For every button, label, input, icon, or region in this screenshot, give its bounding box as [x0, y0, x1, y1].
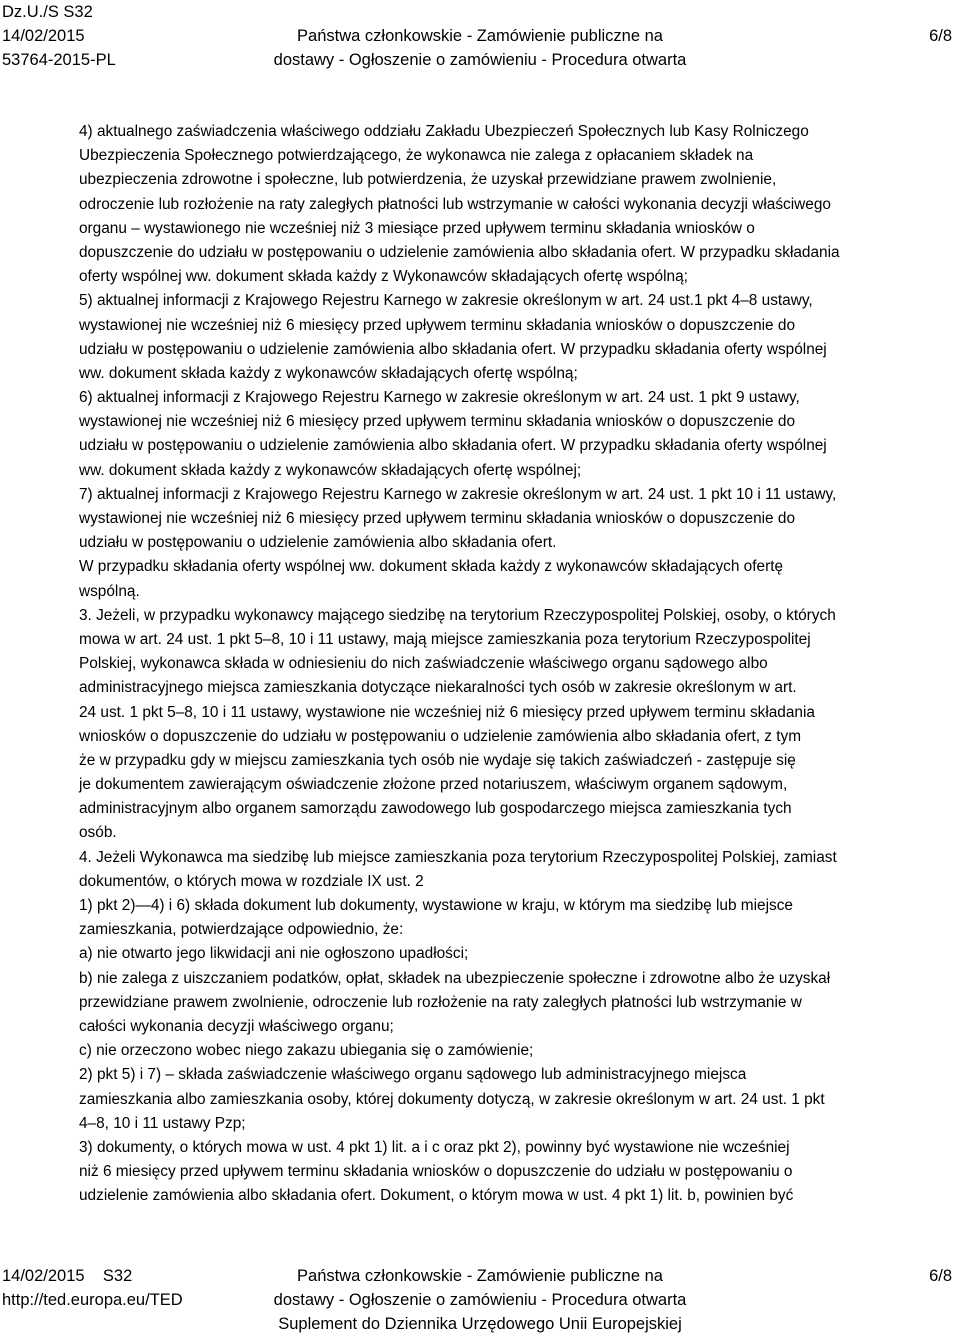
text-line: W przypadku składania oferty wspólnej ww. dokument składa każdy z wykonawców składających ofertę	[79, 558, 784, 576]
text-line: że w przypadku gdy w miejscu zamieszkania tych osób nie wydaje się takich zaświadczeń - zastępuje się	[79, 751, 796, 769]
text-line: wystawionej nie wcześniej niż 6 miesięcy przed upływem terminu składania wniosków o dopuszczenie do	[79, 510, 796, 527]
header-journal-ref: Dz.U./S S32	[2, 3, 93, 21]
header-title-line-2: dostawy - Ogłoszenie o zamówieniu - Procedura otwarta	[273, 51, 687, 69]
text-line: 3) dokumenty, o których mowa w ust. 4 pkt 1) lit. a i c oraz pkt 2), powinny być wystawione nie wcześniej	[79, 1138, 790, 1156]
text-line: przewidziane prawem zwolnienie, odroczenie lub rozłożenie na raty zaległych płatności lub wstrzymanie w	[79, 993, 802, 1011]
footer-center	[0, 1264, 960, 1336]
footer-title-line-1: Państwa członkowskie - Zamówienie publiczne na	[297, 1267, 663, 1285]
document-body	[79, 120, 954, 1208]
text-line: 2) pkt 5) i 7) – składa zaświadczenie właściwego organu sądowego lub administracyjnego miejsca	[79, 1066, 747, 1084]
footer-date-series: 14/02/2015 S32	[2, 1267, 133, 1285]
text-line: ww. dokument składa każdy z wykonawców składających ofertę wspólną;	[79, 364, 578, 382]
text-line: administracyjnym albo organem samorządu zawodowego lub gospodarczego miejsca zamieszkania tych	[79, 800, 792, 818]
text-line: 7) aktualnej informacji z Krajowego Rejestru Karnego w zakresie określonym w art. 24 ust. 1 pkt 10 i 11 ustawy,	[79, 485, 837, 503]
text-line: 5) aktualnej informacji z Krajowego Rejestru Karnego w zakresie określonym w art. 24 ust.1 pkt 4–8 ustawy,	[79, 292, 813, 310]
footer-page-number: 6/8	[929, 1267, 952, 1285]
text-line: wystawionej nie wcześniej niż 6 miesięcy przed upływem terminu składania wniosków o dopuszczenie do	[79, 413, 796, 431]
text-line: administracyjnego miejsca zamieszkania dotyczące niekaralności tych osób w zakresie określonym w art.	[79, 679, 797, 697]
text-line: udzielenie zamówienia albo składania ofert. Dokument, o którym mowa w ust. 4 pkt 1) lit. b, powinien być	[79, 1187, 794, 1205]
text-line: 6) aktualnej informacji z Krajowego Rejestru Karnego w zakresie określonym w art. 24 ust. 1 pkt 9 ustawy,	[79, 389, 800, 407]
footer-supplement: Suplement do Dziennika Urzędowego Unii Europejskiej	[278, 1315, 682, 1333]
text-line: zamieszkania, potwierdzające odpowiednio, że:	[79, 921, 404, 939]
text-line: oferty wspólnej ww. dokument składa każdy z Wykonawców składających ofertę wspólną;	[79, 268, 688, 286]
footer-title-line-2: dostawy - Ogłoszenie o zamówieniu - Procedura otwarta	[273, 1291, 687, 1309]
text-line: ubezpieczenia zdrowotne i społeczne, lub potwierdzenia, że uzyskał przewidziane prawem zwolnienie,	[79, 171, 777, 189]
text-line: Polskiej, wykonawca składa w odniesieniu do nich zaświadczenie właściwego organu sądowego albo	[79, 655, 768, 673]
text-line: b) nie zalega z uiszczaniem podatków, opłat, składek na ubezpieczenie społeczne i zdrowotne albo że uzyskał	[79, 969, 831, 987]
text-line: osób.	[79, 824, 117, 842]
text-line: 4–8, 10 i 11 ustawy Pzp;	[79, 1114, 246, 1132]
text-line: a) nie otwarto jego likwidacji ani nie ogłoszono upadłości;	[79, 945, 469, 963]
text-line: 24 ust. 1 pkt 5–8, 10 i 11 ustawy, wystawione nie wcześniej niż 6 miesięcy przed upływem terminu składania	[79, 703, 815, 721]
text-line: niż 6 miesięcy przed upływem terminu składania wniosków o dopuszczenie do udziału w postępowaniu o	[79, 1163, 793, 1181]
text-line: wystawionej nie wcześniej niż 6 miesięcy przed upływem terminu składania wniosków o dopuszczenie do	[79, 316, 796, 334]
text-line: zamieszkania albo zamieszkania osoby, której dokumenty dotyczą, w zakresie określonym w art. 24 ust. 1 pkt	[79, 1090, 825, 1108]
header-date: 14/02/2015	[2, 27, 85, 45]
text-line: wniosków o dopuszczenie do udziału w postępowaniu o udzielenie zamówienia albo składania ofert, z tym	[79, 727, 802, 745]
header-title-line-1: Państwa członkowskie - Zamówienie publiczne na	[297, 27, 663, 45]
text-line: odroczenie lub rozłożenie na raty zaległych płatności lub wstrzymanie w całości wykonania decyzji właściwego	[79, 195, 831, 213]
text-line: organu – wystawionego nie wcześniej niż 3 miesiące przed upływem terminu składania wniosków o	[79, 219, 755, 237]
text-line: udziału w postępowaniu o udzielenie zamówienia albo składania ofert. W przypadku składania oferty wspólnej	[79, 437, 827, 455]
text-line: c) nie orzeczono wobec niego zakazu ubiegania się o zamówienie;	[79, 1042, 534, 1060]
header-notice-id: 53764-2015-PL	[2, 51, 116, 69]
header-center	[0, 0, 960, 72]
text-line: całości wykonania decyzji właściwego organu;	[79, 1017, 394, 1035]
footer-url: http://ted.europa.eu/TED	[2, 1291, 183, 1309]
header-page-number: 6/8	[929, 27, 952, 45]
text-line: udziału w postępowaniu o udzielenie zamówienia albo składania ofert.	[79, 534, 557, 552]
text-line: wspólną.	[79, 582, 140, 600]
text-line: dokumentów, o których mowa w rozdziale IX ust. 2	[79, 872, 424, 890]
text-line: udziału w postępowaniu o udzielenie zamówienia albo składania ofert. W przypadku składania oferty wspólnej	[79, 340, 827, 358]
text-line: mowa w art. 24 ust. 1 pkt 5–8, 10 i 11 ustawy, mają miejsce zamieszkania poza terytorium Rzeczypospolitej	[79, 630, 811, 648]
text-line: dopuszczenie do udziału w postępowaniu o udzielenie zamówienia albo składania ofert. W przypadku składania	[79, 243, 840, 261]
text-line: 4) aktualnego zaświadczenia właściwego oddziału Zakładu Ubezpieczeń Społecznych lub Kasy Rolniczego	[79, 123, 809, 140]
text-line: 3. Jeżeli, w przypadku wykonawcy mającego siedzibę na terytorium Rzeczypospolitej Polskiej, osoby, o których	[79, 606, 836, 624]
text-line: 1) pkt 2)—4) i 6) składa dokument lub dokumenty, wystawione w kraju, w którym ma siedzibę lub miejsce	[79, 897, 793, 914]
text-line: je dokumentem zawierającym oświadczenie złożone przed notariuszem, właściwym organem sądowym,	[79, 776, 788, 794]
text-line: Ubezpieczenia Społecznego potwierdzającego, że wykonawca nie zalega z opłacaniem składek na	[79, 147, 754, 165]
text-line: 4. Jeżeli Wykonawca ma siedzibę lub miejsce zamieszkania poza terytorium Rzeczypospolitej Polskiej, zamiast	[79, 848, 837, 866]
text-line: ww. dokument składa każdy z wykonawców składających ofertę wspólnej;	[79, 461, 582, 479]
